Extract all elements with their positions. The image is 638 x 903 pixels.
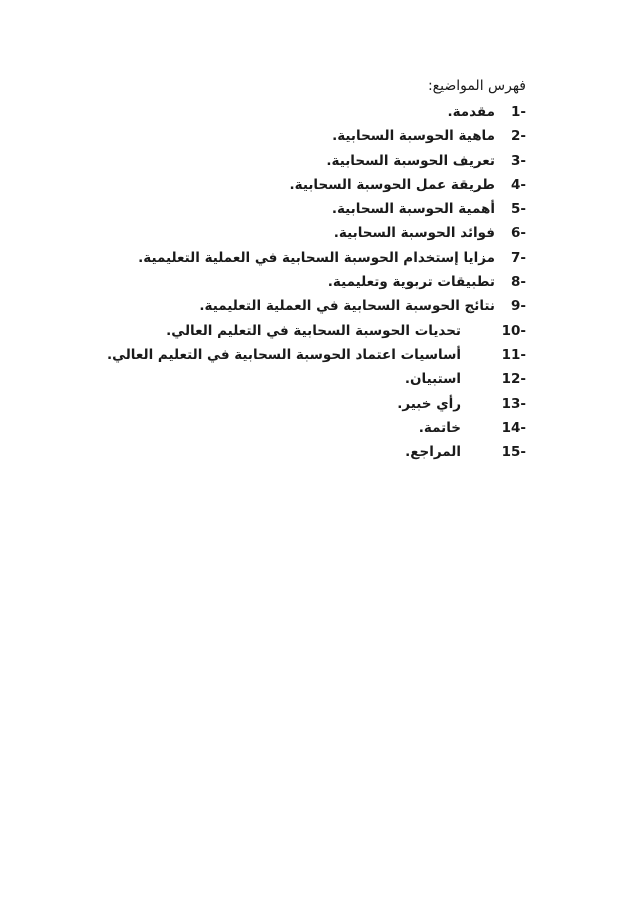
toc-title: فهرس المواضيع:: [427, 78, 526, 94]
toc-item-text: فوائد الحوسبة السحابية.: [333, 225, 495, 242]
toc-item-text: نتائج الحوسبة السحابية في العملية التعليمية.: [199, 298, 495, 315]
toc-item-text: أهمية الحوسبة السحابية.: [331, 201, 495, 218]
toc-item-text: تطبيقات تربوية وتعليمية.: [327, 274, 495, 291]
table-of-contents: [46, 75, 526, 464]
toc-item-number: 9-: [511, 298, 526, 315]
toc-item-text: ماهية الحوسبة السحابية.: [332, 128, 495, 145]
toc-item-number: 3-: [511, 152, 526, 169]
toc-item-number: 15-: [501, 444, 526, 461]
toc-item-9: [46, 294, 526, 318]
toc-item-number: 10-: [501, 322, 526, 339]
toc-item-number: 14-: [501, 419, 526, 436]
toc-item-text: تعريف الحوسبة السحابية.: [326, 152, 495, 169]
toc-item-6: [46, 221, 526, 245]
toc-item-12: [46, 367, 526, 391]
toc-item-1: [46, 100, 526, 124]
toc-item-text: خاتمة.: [418, 419, 461, 436]
toc-item-3: [46, 149, 526, 173]
toc-item-text: مزايا إستخدام الحوسبة السحابية في العملية التعليمية.: [138, 249, 495, 266]
toc-item-14: [46, 416, 526, 440]
toc-item-text: استبيان.: [404, 371, 461, 388]
toc-item-number: 1-: [511, 104, 526, 120]
toc-item-number: 13-: [501, 395, 526, 412]
toc-item-5: [46, 197, 526, 221]
toc-item-number: 2-: [511, 128, 526, 145]
toc-item-text: أساسيات اعتماد الحوسبة السحابية في التعليم العالي.: [106, 346, 461, 363]
toc-item-number: 8-: [511, 274, 526, 291]
toc-item-number: 5-: [511, 201, 526, 218]
toc-item-11: [46, 343, 526, 367]
toc-item-text: المراجع.: [405, 444, 461, 461]
toc-item-number: 4-: [511, 176, 526, 193]
toc-item-4: [46, 173, 526, 197]
toc-item-text: رأي خبير.: [397, 395, 461, 412]
toc-item-number: 11-: [501, 346, 526, 363]
toc-item-number: 6-: [511, 225, 526, 242]
toc-item-text: تحديات الحوسبة السحابية في التعليم العالي.: [166, 322, 461, 339]
toc-item-text: مقدمة.: [447, 104, 495, 120]
toc-item-15: [46, 440, 526, 464]
toc-item-text: طريقة عمل الحوسبة السحابية.: [289, 176, 495, 193]
toc-item-number: 12-: [501, 371, 526, 388]
toc-item-8: [46, 270, 526, 294]
toc-item-13: [46, 392, 526, 416]
toc-item-10: [46, 319, 526, 343]
toc-item-7: [46, 246, 526, 270]
toc-item-2: [46, 124, 526, 148]
toc-item-number: 7-: [511, 249, 526, 266]
toc-list: [46, 100, 526, 464]
